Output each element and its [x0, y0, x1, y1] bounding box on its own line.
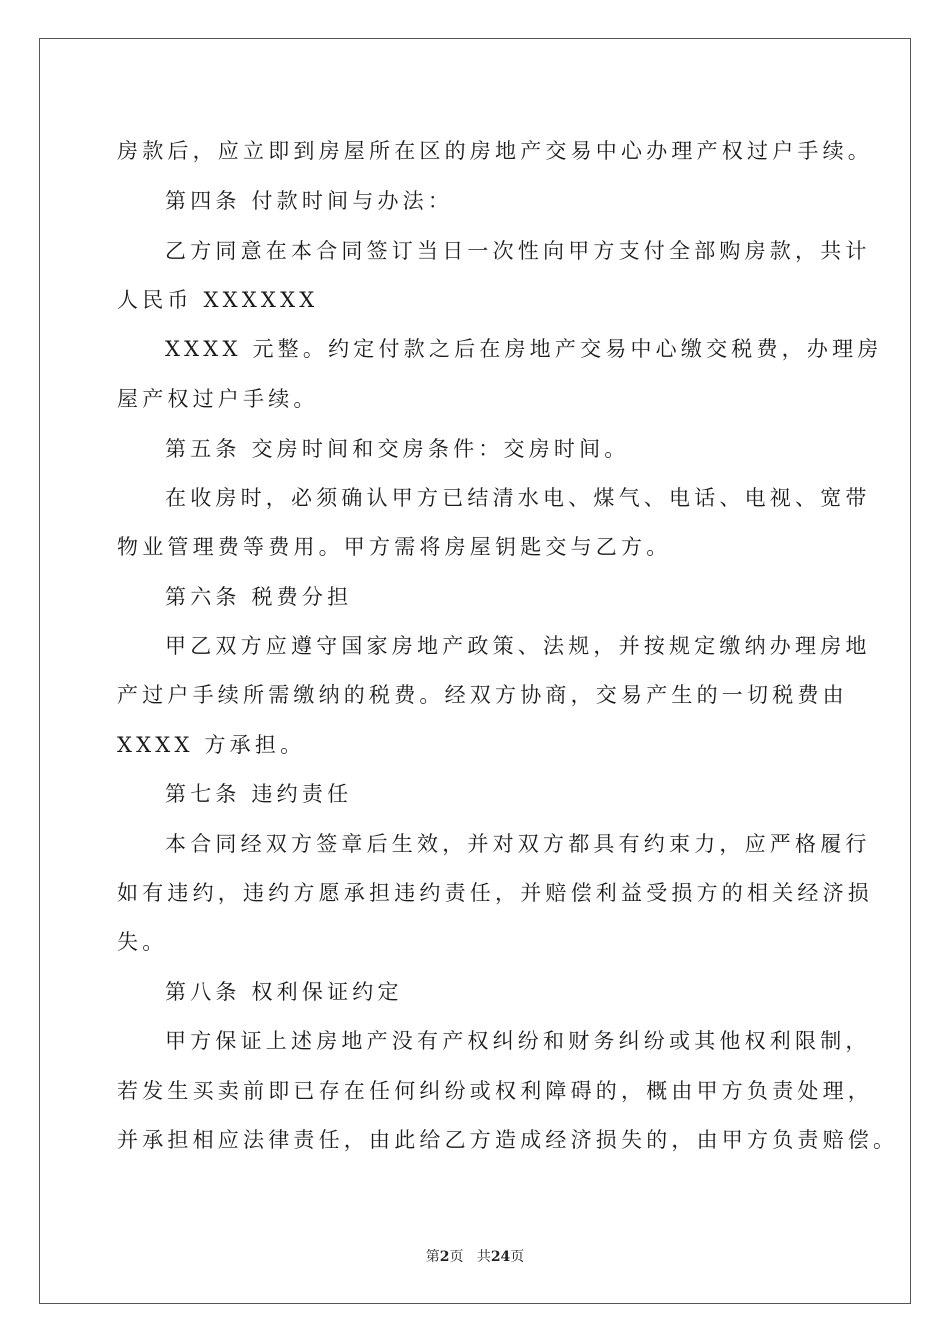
- page-prefix: 第: [425, 1249, 440, 1265]
- text-line: 房款后，应立即到房屋所在区的房地产交易中心办理产权过户手续。: [117, 139, 873, 163]
- text-line: 本合同经双方签章后生效，并对双方都具有约束力，应严格履行: [165, 832, 871, 856]
- text-line: 乙方同意在本合同签订当日一次性向甲方支付全部购房款，共计: [165, 239, 871, 263]
- text-line: 甲方保证上述房地产没有产权纠纷和财务纠纷或其他权利限制，: [165, 1029, 871, 1053]
- page-border: [39, 38, 911, 1304]
- text-line: 并承担相应法律责任，由此给乙方造成经济损失的，由甲方负责赔偿。: [117, 1128, 899, 1152]
- total-pages: 24: [490, 1249, 511, 1265]
- text-line: XXXX 方承担。: [117, 733, 306, 757]
- text-line: 物业管理费等费用。甲方需将房屋钥匙交与乙方。: [117, 535, 672, 559]
- text-line: 失。: [117, 930, 168, 954]
- text-line: 甲乙双方应遵守国家房地产政策、法规，并按规定缴纳办理房地: [165, 634, 871, 658]
- page-suffix: 页: [449, 1249, 464, 1265]
- total-prefix: 共: [476, 1249, 491, 1265]
- article-heading: 第四条 付款时间与办法：: [165, 189, 454, 213]
- page-footer: [0, 1248, 950, 1266]
- article-heading: 第六条 税费分担: [165, 585, 353, 609]
- article-heading: 第五条 交房时间和交房条件：交房时间。: [165, 437, 630, 461]
- article-heading: 第八条 权利保证约定: [165, 980, 403, 1004]
- text-line: 如有违约，违约方愿承担违约责任，并赔偿利益受损方的相关经济损: [117, 881, 873, 905]
- page-number: 2: [439, 1249, 450, 1265]
- text-line: 屋产权过户手续。: [117, 387, 319, 411]
- text-line: 人民币 XXXXXX: [117, 288, 319, 312]
- article-heading: 第七条 违约责任: [165, 782, 353, 806]
- text-line: 在收房时，必须确认甲方已结清水电、煤气、电话、电视、宽带: [165, 486, 871, 510]
- text-line: 产过户手续所需缴纳的税费。经双方协商，交易产生的一切税费由: [117, 683, 848, 707]
- text-line: 若发生买卖前即已存在任何纠纷或权利障碍的，概由甲方负责处理，: [117, 1079, 873, 1103]
- total-suffix: 页: [510, 1249, 525, 1265]
- text-line: XXXX 元整。约定付款之后在房地产交易中心缴交税费，办理房: [165, 337, 883, 361]
